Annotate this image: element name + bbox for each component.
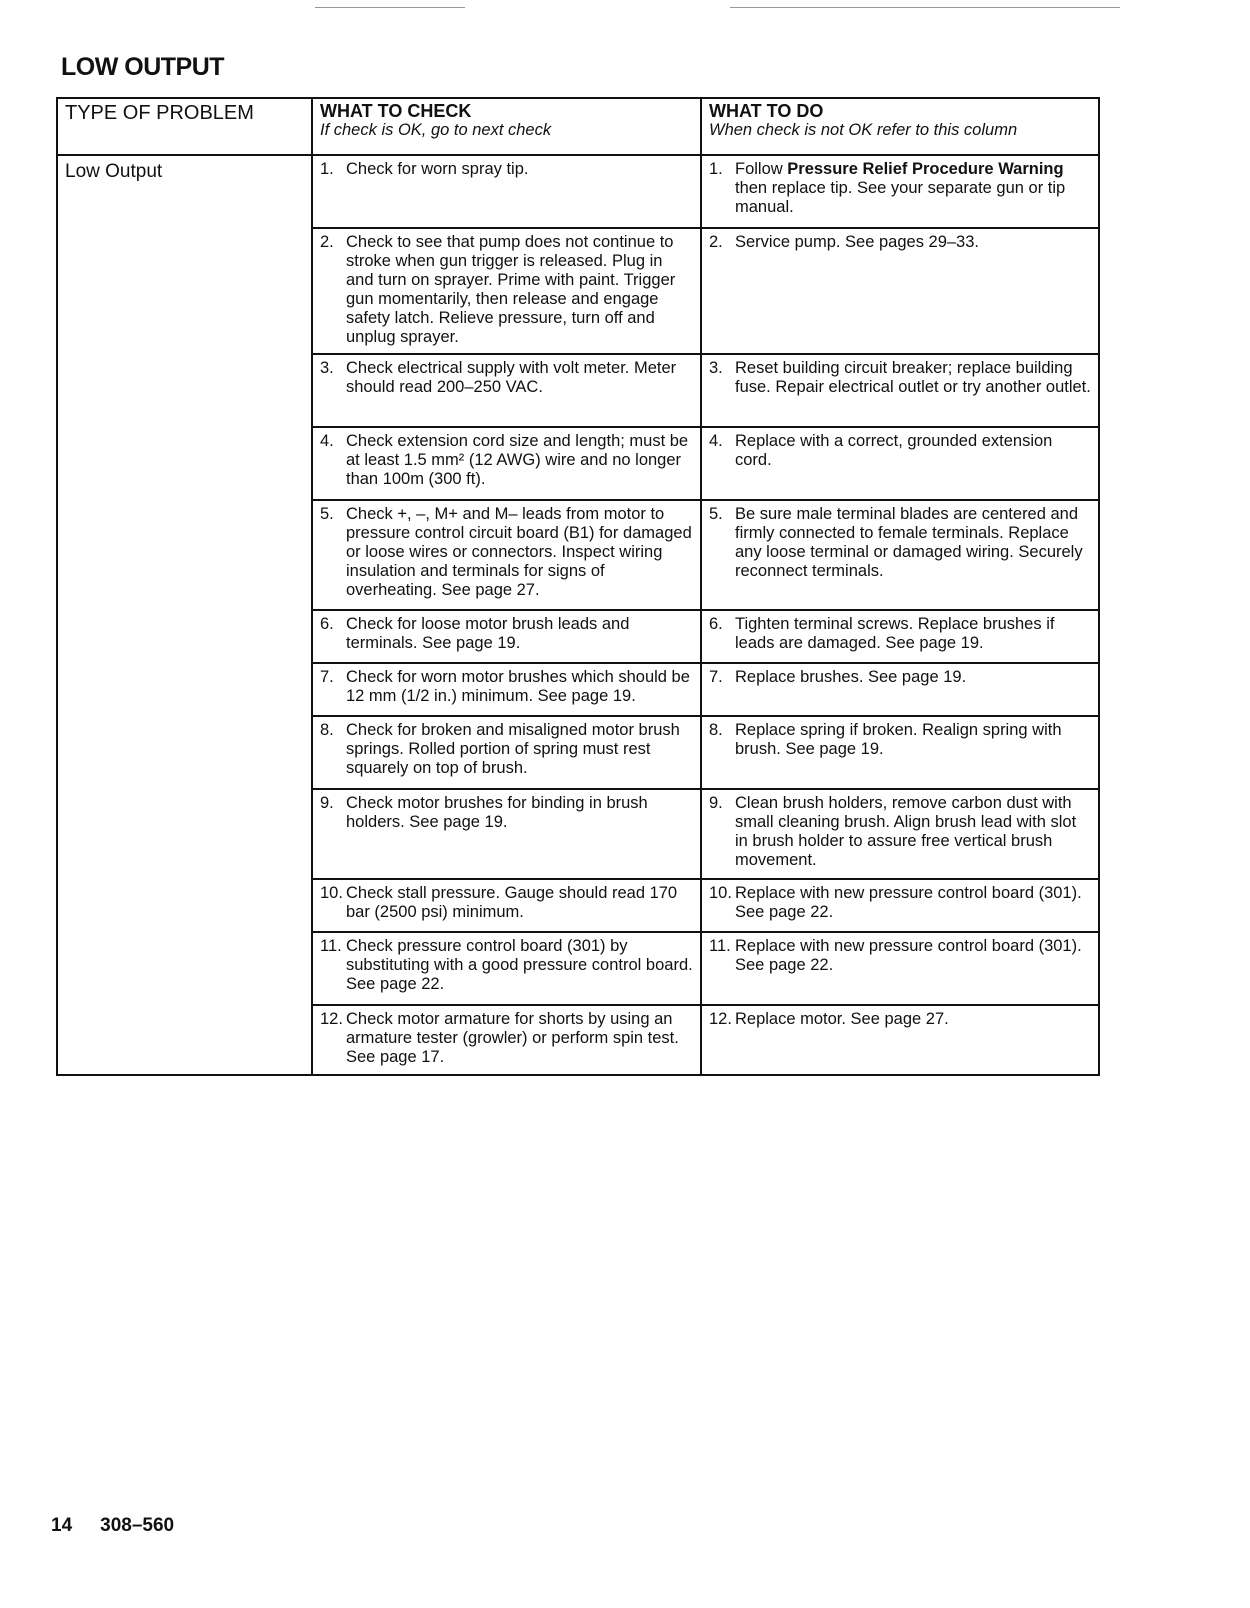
todo-cell [701,354,1099,427]
todo-text-pre: Be sure male terminal blades are centered and firmly connected to female terminals. Replace any loose terminal or damaged wiring. Securely reconnect terminals. [735,505,1083,580]
todo-text-pre: Replace brushes. See page 19. [735,668,967,686]
check-item [320,505,693,600]
todo-text [735,937,1091,975]
todo-text-pre: Clean brush holders, remove carbon dust with small cleaning brush. Align brush lead with slot in brush holder to assure free vertical brush movement. [735,794,1077,869]
todo-text-pre: Replace with new pressure control board (301). See page 22. [735,937,1082,974]
header-check-title: WHAT TO CHECK [320,101,472,121]
header-todo-note: When check is not OK refer to this column [709,121,1018,139]
todo-text [735,505,1091,581]
check-cell [312,1005,701,1075]
todo-item [709,432,1091,470]
todo-number: 9. [709,794,723,812]
todo-text-pre: Reset building circuit breaker; replace building fuse. Repair electrical outlet or try another outlet. [735,359,1091,396]
check-text: Check motor brushes for binding in brush holders. See page 19. [346,794,648,831]
todo-cell [701,427,1099,500]
todo-text [735,160,1091,217]
check-item [320,1010,693,1067]
todo-text-bold: Pressure Relief Procedure Warning [787,160,1064,178]
todo-number: 2. [709,233,723,251]
todo-text-pre: Replace spring if broken. Realign spring with brush. See page 19. [735,721,1062,758]
todo-item [709,1010,1091,1029]
header-todo-title: WHAT TO DO [709,101,824,121]
troubleshooting-table [56,97,1100,1076]
check-cell [312,155,701,228]
section-title: LOW OUTPUT [61,53,225,81]
todo-text-pre: Replace motor. See page 27. [735,1010,949,1028]
check-cell [312,663,701,716]
check-cell [312,354,701,427]
todo-item [709,505,1091,581]
todo-number: 11. [709,937,731,955]
check-text: Check +, –, M+ and M– leads from motor to pressure control circuit board (B1) for damaged or loose wires or connectors. Inspect wiring insulation and terminals for signs of overheating. See page 27. [346,505,692,599]
document-number: 308–560 [100,1515,175,1536]
todo-item [709,359,1091,397]
todo-number: 8. [709,721,723,739]
todo-text-pre: Tighten terminal screws. Replace brushes if leads are damaged. See page 19. [735,615,1055,652]
check-cell [312,789,701,879]
check-item [320,794,693,832]
todo-cell [701,716,1099,789]
todo-item [709,160,1091,217]
check-number: 6. [320,615,334,633]
todo-text [735,233,1091,252]
check-item [320,937,693,994]
check-text: Check to see that pump does not continue to stroke when gun trigger is released. Plug in and turn on sprayer. Prime with paint. Trigger gun momentarily, then release and engage safety latch. Relieve pressure, turn off and unplug sprayer. [346,233,676,346]
check-cell [312,716,701,789]
todo-text [735,721,1091,759]
check-item [320,721,693,778]
check-number: 1. [320,160,334,178]
todo-text-post: then replace tip. See your separate gun or tip manual. [735,179,1066,216]
check-text: Check stall pressure. Gauge should read 170 bar (2500 psi) minimum. [346,884,678,921]
header-type-of-problem: TYPE OF PROBLEM [57,98,312,155]
todo-number: 4. [709,432,723,450]
check-item [320,884,693,922]
todo-item [709,937,1091,975]
check-text: Check for broken and misaligned motor brush springs. Rolled portion of spring must rest squarely on top of brush. [346,721,680,777]
check-number: 2. [320,233,334,251]
todo-text-pre: Service pump. See pages 29–33. [735,233,979,251]
todo-cell [701,932,1099,1005]
todo-item [709,794,1091,870]
check-text: Check for loose motor brush leads and terminals. See page 19. [346,615,630,652]
check-number: 5. [320,505,334,523]
todo-cell [701,610,1099,663]
problem-cell: Low Output [57,155,312,1075]
todo-item [709,721,1091,759]
todo-number: 7. [709,668,723,686]
todo-item [709,615,1091,653]
todo-number: 10. [709,884,732,902]
check-number: 8. [320,721,334,739]
check-number: 9. [320,794,334,812]
check-cell [312,932,701,1005]
check-item [320,615,693,653]
check-cell [312,228,701,354]
todo-text [735,359,1091,397]
check-text: Check for worn motor brushes which should be 12 mm (1/2 in.) minimum. See page 19. [346,668,690,705]
todo-cell [701,155,1099,228]
todo-item [709,233,1091,252]
todo-cell [701,1005,1099,1075]
check-number: 7. [320,668,334,686]
todo-number: 3. [709,359,723,377]
todo-cell [701,663,1099,716]
check-cell [312,427,701,500]
todo-text [735,794,1091,870]
check-number: 11. [320,937,342,955]
check-text: Check extension cord size and length; must be at least 1.5 mm² (12 AWG) wire and no longer than 100m (300 ft). [346,432,689,488]
todo-text [735,615,1091,653]
todo-cell [701,789,1099,879]
table-row [57,155,1099,228]
todo-cell [701,500,1099,610]
check-number: 4. [320,432,334,450]
todo-number: 1. [709,160,723,178]
top-rule-left [315,7,465,8]
table-header-row [57,98,1099,155]
check-text: Check pressure control board (301) by substituting with a good pressure control board. See page 22. [346,937,693,993]
check-number: 12. [320,1010,343,1028]
check-cell [312,610,701,663]
todo-text-pre: Replace with new pressure control board (301). See page 22. [735,884,1082,921]
todo-item [709,668,1091,687]
table-body [57,155,1099,1075]
todo-text [735,884,1091,922]
check-cell [312,500,701,610]
page-footer [51,1515,174,1537]
check-number: 3. [320,359,334,377]
check-item [320,233,693,347]
header-what-to-do [701,98,1099,155]
todo-item [709,884,1091,922]
check-cell [312,879,701,932]
todo-number: 5. [709,505,723,523]
todo-text [735,432,1091,470]
check-item [320,668,693,706]
check-item [320,160,693,179]
check-item [320,359,693,397]
check-number: 10. [320,884,343,902]
todo-text [735,1010,1091,1029]
todo-cell [701,879,1099,932]
header-what-to-check [312,98,701,155]
header-check-note: If check is OK, go to next check [320,121,552,139]
todo-number: 6. [709,615,723,633]
todo-text [735,668,1091,687]
todo-number: 12. [709,1010,732,1028]
check-text: Check electrical supply with volt meter. Meter should read 200–250 VAC. [346,359,677,396]
check-item [320,432,693,489]
page-number: 14 [51,1515,73,1536]
check-text: Check for worn spray tip. [346,160,529,178]
todo-cell [701,228,1099,354]
top-rule-right [730,7,1120,8]
todo-text-pre: Replace with a correct, grounded extension cord. [735,432,1053,469]
todo-text-pre: Follow [735,160,788,178]
check-text: Check motor armature for shorts by using an armature tester (growler) or perform spin test. See page 17. [346,1010,679,1066]
